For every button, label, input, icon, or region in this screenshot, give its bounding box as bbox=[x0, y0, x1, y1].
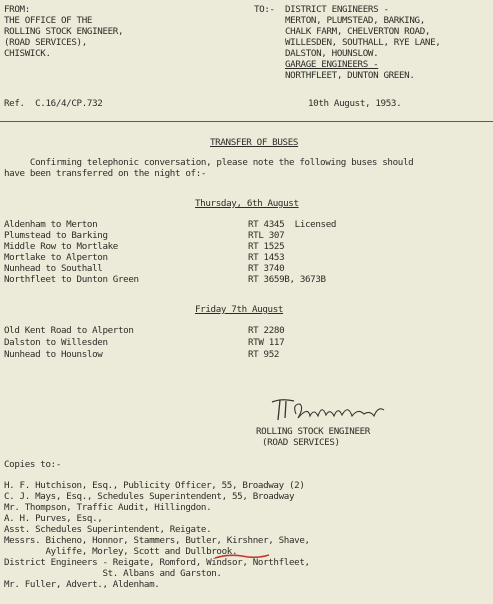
intro-line-1: Confirming telephonic conversation, please note the following buses should bbox=[4, 157, 414, 168]
section-heading-friday: Friday 7th August bbox=[195, 304, 284, 315]
copy-recipient: Mr. Thompson, Traffic Audit, Hillingdon. bbox=[4, 502, 212, 513]
from-line-4: CHISWICK. bbox=[4, 48, 51, 59]
copy-recipient: Messrs. Bicheno, Honnor, Stammers, Butler, Kirshner, Shave, bbox=[4, 535, 310, 546]
transfer-route: Dalston to Willesden bbox=[4, 337, 108, 348]
copy-recipient: H. F. Hutchison, Esq., Publicity Officer, 55, Broadway (2) bbox=[4, 480, 305, 491]
transfer-route: Mortlake to Alperton bbox=[4, 252, 108, 263]
reference: Ref. C.16/4/CP.732 bbox=[4, 98, 103, 109]
transfer-route: Plumstead to Barking bbox=[4, 230, 108, 241]
transfer-bus: RT 3740 bbox=[248, 263, 285, 274]
header-divider bbox=[0, 121, 493, 122]
to-line-2: MERTON, PLUMSTEAD, BARKING, bbox=[285, 15, 425, 26]
copy-recipient: Ayliffe, Morley, Scott and Dullbrook. bbox=[4, 546, 238, 557]
transfer-route: Old Kent Road to Alperton bbox=[4, 325, 134, 336]
copy-recipient: A. H. Purves, Esq., bbox=[4, 513, 103, 524]
garage-line-1: NORTHFLEET, DUNTON GREEN. bbox=[285, 70, 415, 81]
garage-heading: GARAGE ENGINEERS - bbox=[285, 59, 379, 70]
from-label: FROM: bbox=[4, 4, 30, 15]
transfer-bus: RT 1525 bbox=[248, 241, 285, 252]
transfer-bus: RTL 307 bbox=[248, 230, 285, 241]
copies-label: Copies to:- bbox=[4, 459, 61, 470]
transfer-bus: RT 2280 bbox=[248, 325, 285, 336]
copy-recipient: District Engineers - Reigate, Romford, Windsor, Northfleet, bbox=[4, 557, 310, 568]
copy-recipient: Mr. Fuller, Advert., Aldenham. bbox=[4, 579, 160, 590]
copy-recipient: C. J. Mays, Esq., Schedules Superintendent, 55, Broadway bbox=[4, 491, 295, 502]
copy-recipient: St. Albans and Garston. bbox=[4, 568, 222, 579]
to-line-5: DALSTON, HOUNSLOW. bbox=[285, 48, 379, 59]
signatory-title-1: ROLLING STOCK ENGINEER bbox=[256, 426, 370, 437]
transfer-route: Aldenham to Merton bbox=[4, 219, 98, 230]
transfer-route: Nunhead to Hounslow bbox=[4, 349, 103, 360]
transfer-bus: RT 3659B, 3673B bbox=[248, 274, 326, 285]
to-label: TO:- bbox=[254, 4, 275, 15]
memo-date: 10th August, 1953. bbox=[308, 98, 402, 109]
transfer-bus: RT 1453 bbox=[248, 252, 285, 263]
transfer-route: Northfleet to Dunton Green bbox=[4, 274, 139, 285]
transfer-bus: RT 4345 Licensed bbox=[248, 219, 337, 230]
signatory-title-2: (ROAD SERVICES) bbox=[262, 437, 340, 448]
handwritten-signature bbox=[268, 396, 388, 424]
intro-line-2: have been transferred on the night of:- bbox=[4, 168, 207, 179]
transfer-bus: RTW 117 bbox=[248, 337, 285, 348]
transfer-route: Nunhead to Southall bbox=[4, 263, 103, 274]
from-line-3: (ROAD SERVICES), bbox=[4, 37, 87, 48]
to-line-1: DISTRICT ENGINEERS - bbox=[285, 4, 389, 15]
copy-recipient: Asst. Schedules Superintendent, Reigate. bbox=[4, 524, 212, 535]
transfer-route: Middle Row to Mortlake bbox=[4, 241, 118, 252]
section-heading-thursday: Thursday, 6th August bbox=[195, 198, 299, 209]
from-line-2: ROLLING STOCK ENGINEER, bbox=[4, 26, 124, 37]
transfer-bus: RT 952 bbox=[248, 349, 280, 360]
memo-title: TRANSFER OF BUSES bbox=[210, 137, 299, 148]
to-line-4: WILLESDEN, SOUTHALL, RYE LANE, bbox=[285, 37, 441, 48]
to-line-3: CHALK FARM, CHELVERTON ROAD, bbox=[285, 26, 431, 37]
from-line-1: THE OFFICE OF THE bbox=[4, 15, 93, 26]
